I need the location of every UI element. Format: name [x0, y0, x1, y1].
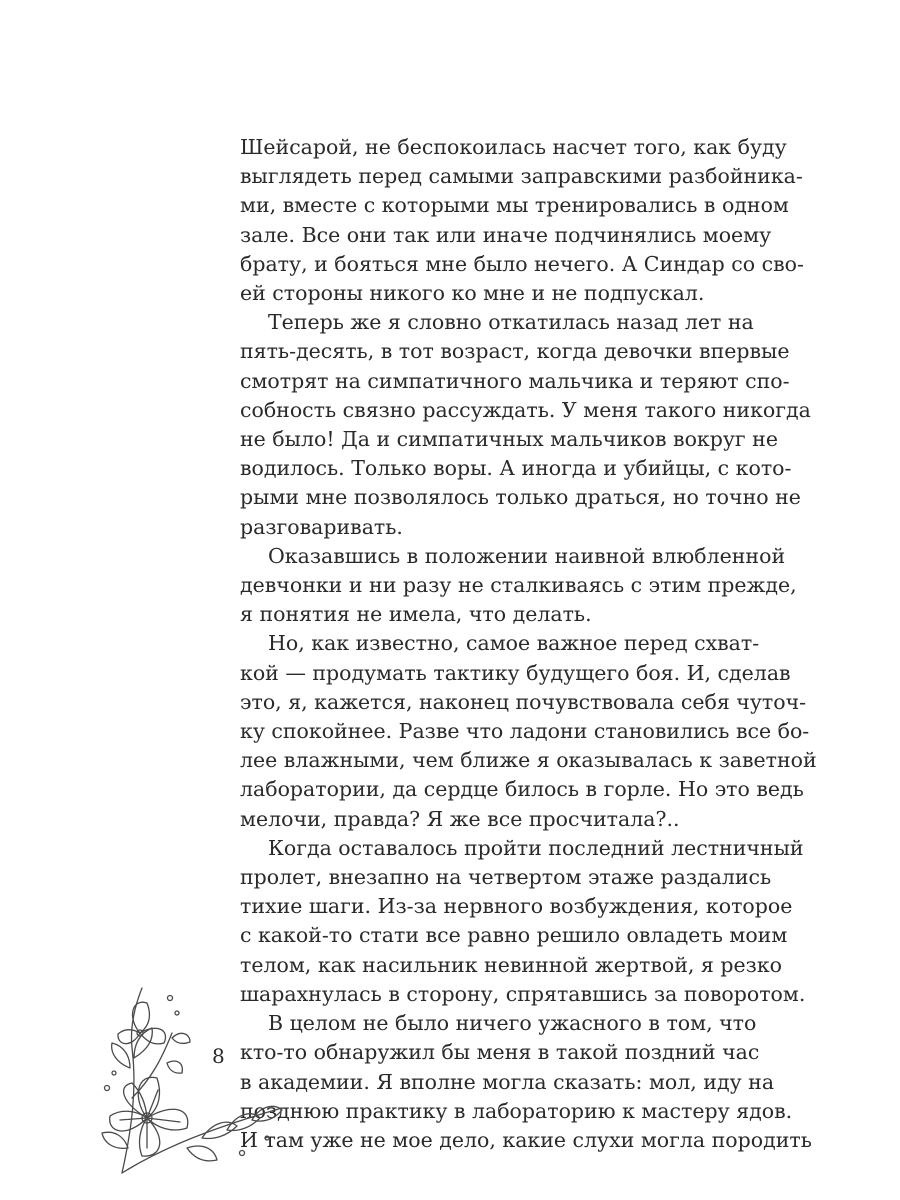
text-line: Когда оставалось пройти последний лестничный: [268, 835, 804, 860]
text-line: с какой-то стати все равно решило овладеть моим: [240, 923, 788, 948]
floral-corner-ornament-icon: [92, 978, 287, 1178]
text-line: Шейсарой, не беспокоилась насчет того, как буду: [240, 135, 787, 159]
text-line: в академии. Я вполне могла сказать: мол, иду на: [240, 1069, 775, 1094]
text-line: лее влажными, чем ближе я оказывалась к заветной: [240, 748, 817, 773]
text-line: позднюю практику в лабораторию к мастеру ядов.: [240, 1098, 793, 1123]
text-line: разговаривать.: [240, 514, 403, 539]
text-line: я понятия не имела, что делать.: [240, 602, 592, 627]
text-line: водилось. Только воры. А иногда и убийцы, с кото-: [240, 456, 792, 481]
text-line: не было! Да и симпатичных мальчиков вокруг не: [240, 427, 778, 452]
text-line: зале. Все они так или иначе подчинялись моему: [240, 222, 772, 247]
text-line: рыми мне позволялось только драться, но точно не: [240, 485, 801, 510]
text-line: И там уже не мое дело, какие слухи могла породить: [240, 1127, 812, 1152]
text-line: тихие шаги. Из-за нервного возбуждения, которое: [240, 894, 793, 919]
text-line: выглядеть перед самыми заправскими разбойника-: [240, 164, 803, 189]
text-line: Теперь же я словно откатилась назад лет на: [268, 310, 754, 335]
text-line: ку спокойнее. Разве что ладони становились все бо-: [240, 719, 810, 744]
text-line: мелочи, правда? Я же все просчитала?..: [240, 806, 680, 831]
text-line: Оказавшись в положении наивной влюбленной: [268, 543, 786, 568]
text-line: шарахнулась в сторону, спрятавшись за поворотом.: [240, 981, 806, 1006]
text-line: девчонки и ни разу не сталкиваясь с этим прежде,: [240, 573, 797, 598]
text-line: пролет, внезапно на четвертом этаже раздались: [240, 865, 772, 890]
text-line: лаборатории, да сердце билось в горле. Но это ведь: [240, 777, 804, 802]
text-line: телом, как насильник невинной жертвой, я резко: [240, 952, 782, 977]
text-line: ей стороны никого ко мне и не подпускал.: [240, 281, 705, 306]
text-line: смотрят на симпатичного мальчика и теряют спо-: [240, 368, 790, 393]
body-text: [240, 133, 817, 1155]
text-line: ми, вместе с которыми мы тренировались в одном: [240, 193, 789, 218]
text-line: пять-десять, в тот возраст, когда девочки впервые: [240, 339, 790, 364]
text-line: это, я, кажется, наконец почувствовала себя чуточ-: [240, 689, 807, 714]
page-number: 8: [212, 1044, 225, 1068]
text-line: собность связно рассуждать. У меня такого никогда: [240, 397, 811, 422]
text-line: кой — продумать тактику будущего боя. И, сделав: [240, 660, 791, 685]
text-line: Но, как известно, самое важное перед схват-: [268, 631, 760, 656]
text-line: кто-то обнаружил бы меня в такой поздний час: [240, 1040, 760, 1065]
text-line: В целом не было ничего ужасного в том, что: [268, 1011, 757, 1036]
text-line: брату, и бояться мне было нечего. А Синдар со сво-: [240, 251, 804, 276]
